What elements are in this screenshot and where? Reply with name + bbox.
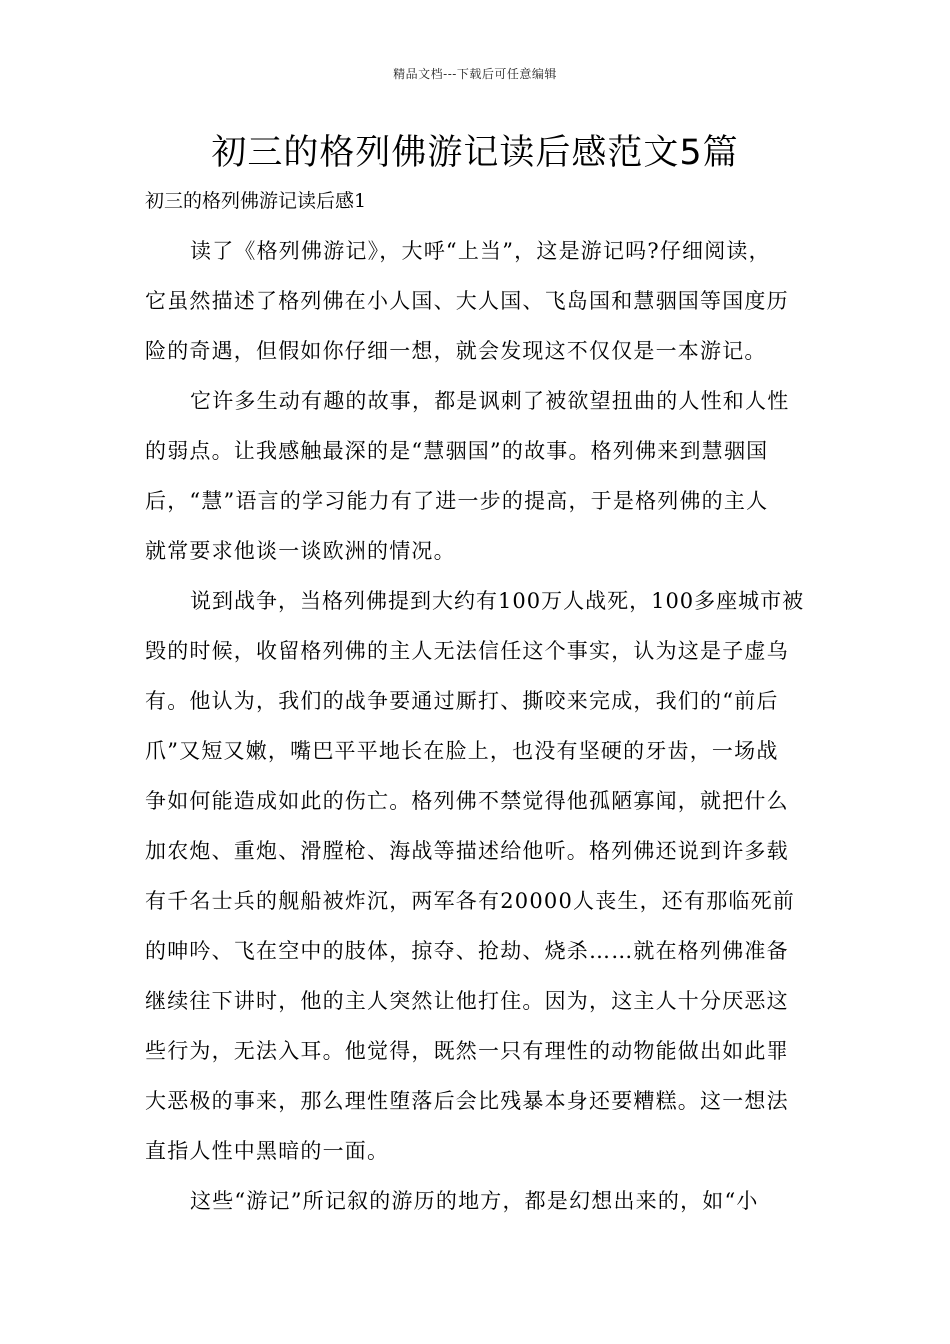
body-line: 说到战争，当格列佛提到大约有100万人战死，100多座城市被 bbox=[190, 589, 805, 613]
body-line: 这些“游记”所记叙的游历的地方，都是幻想出来的，如“小 bbox=[190, 1189, 759, 1213]
body-line: 的呻吟、飞在空中的肢体，掠夺、抢劫、烧杀……就在格列佛准备 bbox=[145, 939, 789, 963]
body-line: 大恶极的事来，那么理性堕落后会比残暴本身还要糟糕。这一想法 bbox=[145, 1089, 789, 1113]
body-line: 它许多生动有趣的故事，都是讽刺了被欲望扭曲的人性和人性 bbox=[190, 389, 790, 413]
body-line: 有千名士兵的舰船被炸沉，两军各有20000人丧生，还有那临死前 bbox=[145, 889, 796, 913]
page-title: 初三的格列佛游记读后感范文5篇 bbox=[211, 133, 739, 173]
body-line: 争如何能造成如此的伤亡。格列佛不禁觉得他孤陋寡闻，就把什么 bbox=[145, 789, 789, 813]
body-line: 毁的时候，收留格列佛的主人无法信任这个事实，认为这是子虚乌 bbox=[145, 639, 789, 663]
body-line: 些行为，无法入耳。他觉得，既然一只有理性的动物能做出如此罪 bbox=[145, 1039, 789, 1063]
body-line: 爪”又短又嫩，嘴巴平平地长在脸上，也没有坚硬的牙齿，一场战 bbox=[145, 739, 779, 763]
body-line: 直指人性中黑暗的一面。 bbox=[145, 1139, 390, 1163]
body-line: 就常要求他谈一谈欧洲的情况。 bbox=[145, 539, 456, 563]
body-line: 继续往下讲时，他的主人突然让他打住。因为，这主人十分厌恶这 bbox=[145, 989, 789, 1013]
body-line: 加农炮、重炮、滑膛枪、海战等描述给他听。格列佛还说到许多载 bbox=[145, 839, 789, 863]
body-line: 的弱点。让我感触最深的是“慧骃国”的故事。格列佛来到慧骃国 bbox=[145, 439, 769, 463]
body-line: 它虽然描述了格列佛在小人国、大人国、飞岛国和慧骃国等国度历 bbox=[145, 289, 789, 313]
body-line: 后，“慧”语言的学习能力有了进一步的提高，于是格列佛的主人 bbox=[145, 489, 769, 513]
page-header: 精品文档---下载后可任意编辑 bbox=[393, 67, 557, 81]
body-line: 险的奇遇，但假如你仔细一想，就会发现这不仅仅是一本游记。 bbox=[145, 339, 767, 363]
body-line: 有。他认为，我们的战争要通过厮打、撕咬来完成，我们的“前后 bbox=[145, 689, 779, 713]
body-line: 读了《格列佛游记》，大呼“上当”，这是游记吗?仔细阅读， bbox=[190, 239, 771, 263]
section-heading: 初三的格列佛游记读后感1 bbox=[145, 190, 367, 212]
